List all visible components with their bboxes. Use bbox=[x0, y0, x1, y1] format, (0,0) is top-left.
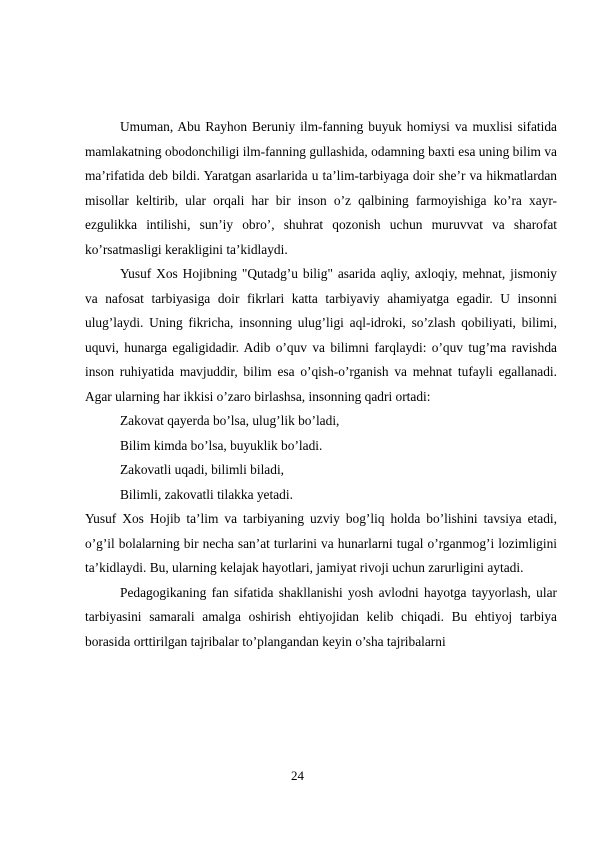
paragraph-yusuf-xos-hojib: Yusuf Xos Hojibning "Qutadg’u bilig" asarida aqliy, axloqiy, mehnat, jismoniy va nafosat tarbiyasiga doir fikrlari katta tarbiyaviy ahamiyatga egadir. U insonni ulug’laydi. Uning fikricha, insonning ulug’ligi aql-idroki, so’zlash qobiliyati, bilimi, uquvi, hunarga egaligidadir. Adib o’quv va bilimni farqlaydi: o’quv tug’ma ravishda inson ruhiyatida mavjuddir, bilim esa o’qish-o’rganish va mehnat tufayli egallanadi. Agar ularning har ikkisi o’zaro birlashsa, insonning qadri ortadi: bbox=[85, 266, 557, 404]
verse-line: Zakovat qayerda bo’lsa, ulug’lik bo’ladi, bbox=[120, 413, 340, 428]
paragraph-pedagogika: Pedagogikaning fan sifatida shakllanishi yosh avlodni hayotga tayyorlash, ular tarbiyasini samarali amalga oshirish ehtiyojidan kelib chiqadi. Bu ehtiyoj tarbiya borasida orttirilgan tajribalar to’plangandan keyin o’sha tajribalarni bbox=[85, 584, 557, 649]
paragraph-talim-tarbiya: Yusuf Xos Hojib ta’lim va tarbiyaning uzviy bog’liq holda bo’lishini tavsiya etadi, o’g’il bolalarning bir necha san’at turlarini va hunarlarni tugal o’rganmog’i lozimligini ta’kidlaydi. Bu, ularning kelajak hayotlari, jamiyat rivoji uchun zarurligini aytadi. bbox=[85, 511, 557, 575]
verse-line: Bilimli, zakovatli tilakka yetadi. bbox=[120, 486, 293, 502]
verse-line: Bilim kimda bo’lsa, buyuklik bo’ladi. bbox=[120, 437, 323, 453]
page-number: 24 bbox=[291, 768, 304, 783]
verse-block bbox=[85, 409, 557, 507]
verse-line: Zakovatli uqadi, bilimli biladi, bbox=[120, 462, 285, 477]
document-page bbox=[85, 115, 557, 654]
paragraph-beruniy: Umuman, Abu Rayhon Beruniy ilm-fanning buyuk homiysi va muxlisi sifatida mamlakatning obodonchiligi ilm-fanning gullashida, odamning baxti esa uning bilim va ma’rifatida deb bildi. Yaratgan asarlarida u ta’lim-tarbiyaga doir she’r va hikmatlardan misollar keltirib, ular orqali har bir inson o’z qalbining farmoyishiga ko’ra xayr-ezgulikka intilishi, sun’iy obro’, shuhrat qozonish uchun muruvvat va sharofat ko’rsatmasligi kerakligini ta’kidlaydi. bbox=[85, 119, 557, 257]
